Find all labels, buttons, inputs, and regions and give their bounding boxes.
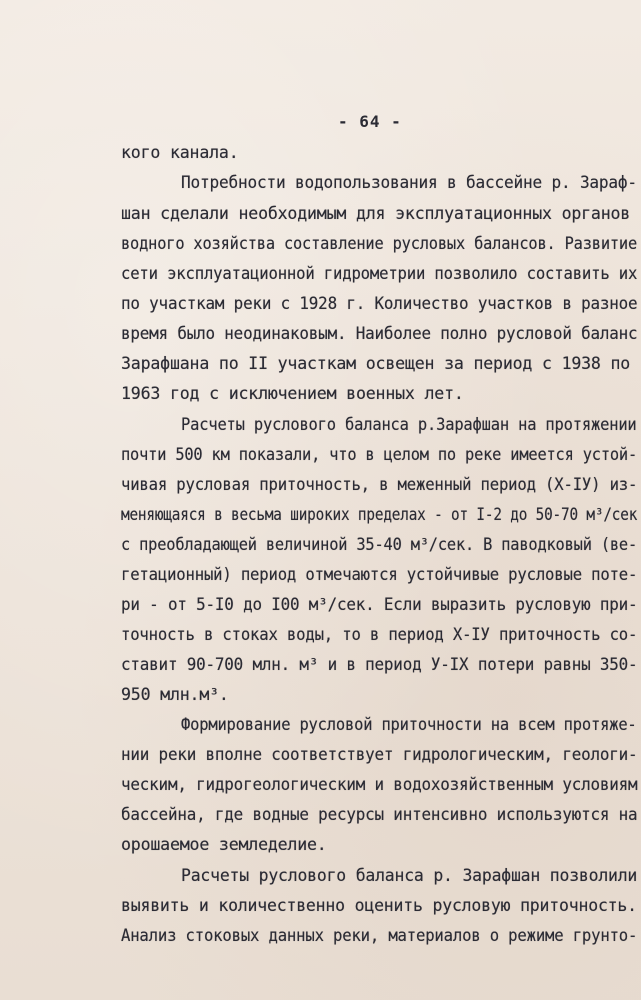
text-line: точность в стоках воды, то в период X-IУ приточность со- bbox=[121, 625, 638, 644]
text-line: время было неодинаковым. Наиболее полно русловой баланс bbox=[121, 324, 638, 343]
text-line: шан сделали необходимым для эксплуатационных органов bbox=[121, 204, 631, 223]
text-line: 1963 год с исключением военных лет. bbox=[121, 384, 464, 403]
text-line: бассейна, где водные ресурсы интенсивно используются на bbox=[121, 805, 638, 824]
text-line: с преобладающей величиной 35-40 м³/сек. В паводковый (ве- bbox=[121, 535, 638, 554]
text-line: Расчеты руслового баланса р. Зарафшан позволили bbox=[181, 866, 638, 885]
text-line: водного хозяйства составление русловых балансов. Развитие bbox=[121, 234, 638, 253]
text-line: сети эксплуатационной гидрометрии позволило составить их bbox=[121, 264, 638, 283]
text-line: ческим, гидрогеологическим и водохозяйственным условиям bbox=[121, 775, 638, 794]
text-line: гетационный) период отмечаются устойчивые русловые поте- bbox=[121, 565, 638, 584]
text-line: Формирование русловой приточности на всем протяже- bbox=[181, 715, 637, 734]
text-line: Потребности водопользования в бассейне р. Зараф- bbox=[181, 173, 637, 192]
text-line: ри - от 5-I0 до I00 м³/сек. Если выразить русловую при- bbox=[121, 595, 638, 614]
text-line: чивая русловая приточность, в меженный период (X-IУ) из- bbox=[121, 475, 638, 494]
text-line: выявить и количественно оценить русловую приточность. bbox=[121, 896, 637, 915]
text-line: ставит 90-700 млн. м³ и в период У-IX потери равны 350- bbox=[121, 655, 638, 674]
text-line: кого канала. bbox=[121, 143, 239, 162]
page-number: - 64 - bbox=[338, 112, 402, 131]
text-line: почти 500 км показали, что в целом по реке имеется устой- bbox=[121, 445, 638, 464]
text-line: нии реки вполне соответствует гидрологическим, геологи- bbox=[121, 745, 638, 764]
text-line: 950 млн.м³. bbox=[121, 685, 229, 704]
text-line: Анализ стоковых данных реки, материалов о режиме грунто- bbox=[121, 926, 638, 945]
text-line: Расчеты руслового баланса р.Зарафшан на протяжении bbox=[181, 415, 637, 434]
text-line: Зарафшана по II участкам освещен за период с 1938 по bbox=[121, 354, 631, 373]
text-line: меняющаяся в весьма широких пределах - от I-2 до 50-70 м³/сек bbox=[121, 505, 638, 524]
text-line: по участкам реки с 1928 г. Количество участков в разное bbox=[121, 294, 638, 313]
text-line: орошаемое земледелие. bbox=[121, 835, 327, 854]
